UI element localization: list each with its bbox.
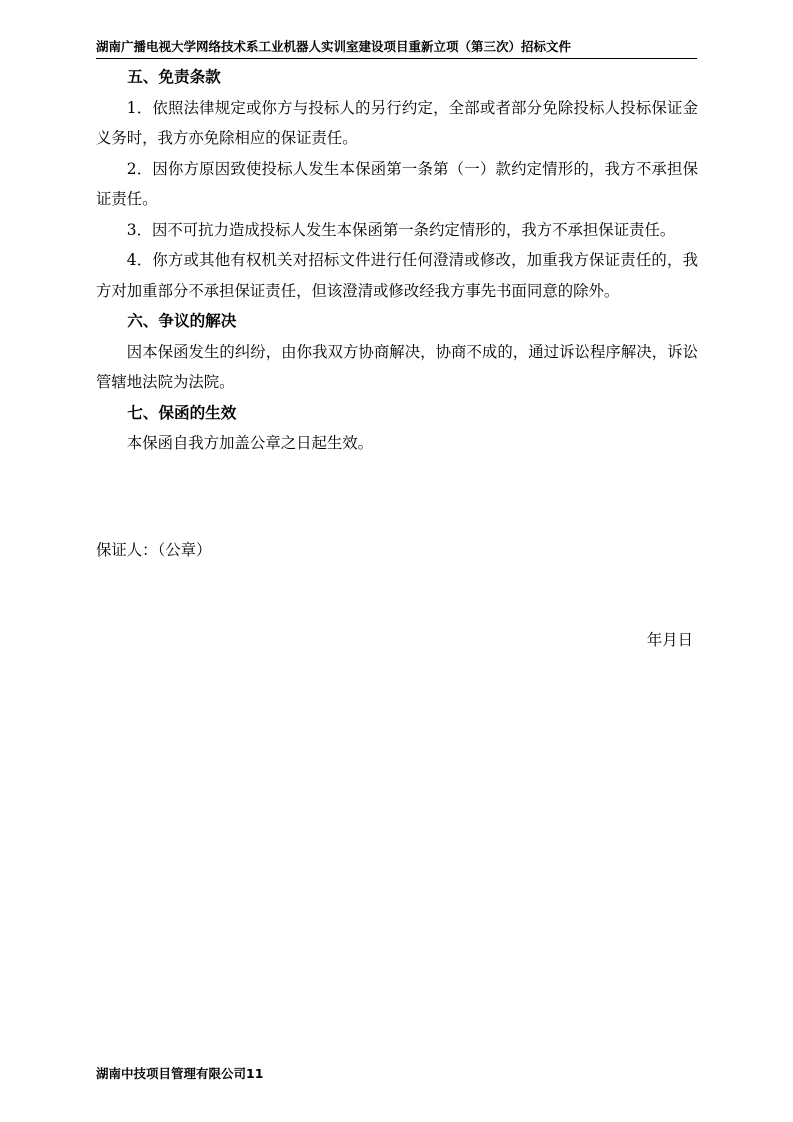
section-dispute-resolution [96,306,698,398]
section-title: 六、争议的解决 [127,312,237,330]
header-title: 湖南广播电视大学网络技术系工业机器人实训室建设项目重新立项（第三次）招标文件 [96,39,572,54]
paragraph: 本保函自我方加盖公章之日起生效。 [126,434,374,452]
document-body [96,62,698,459]
paragraph: 4．你方或其他有权机关对招标文件进行任何澄清或修改，加重我方保证责任的，我方对加重部分不承担保证责任，但该澄清或修改经我方事先书面同意的除外。 [96,251,698,300]
paragraph: 3．因不可抗力造成投标人发生本保函第一条约定情形的，我方不承担保证责任。 [126,220,676,239]
guarantor-signature: 保证人：（公章） [96,541,212,559]
page-header [96,38,697,59]
section-disclaimer [96,62,698,306]
section-title: 七、保函的生效 [127,403,237,422]
footer-company: 湖南中技项目管理有限公司 [96,1066,247,1081]
paragraph: 1．依照法律规定或你方与投标人的另行约定，全部或者部分免除投标人投标保证金义务时，我方亦免除相应的保证责任。 [96,98,698,147]
paragraph: 因本保函发生的纠纷，由你我双方协商解决，协商不成的，通过诉讼程序解决，诉讼管辖地法院为法院。 [96,342,698,391]
paragraph: 2．因你方原因致使投标人发生本保函第一条第（一）款约定情形的，我方不承担保证责任。 [96,159,698,208]
page-number: 11 [246,1066,264,1081]
page-footer [96,1064,263,1084]
section-effectiveness [96,398,698,459]
signature-date: 年月日 [646,631,693,649]
section-title: 五、免责条款 [127,68,221,86]
